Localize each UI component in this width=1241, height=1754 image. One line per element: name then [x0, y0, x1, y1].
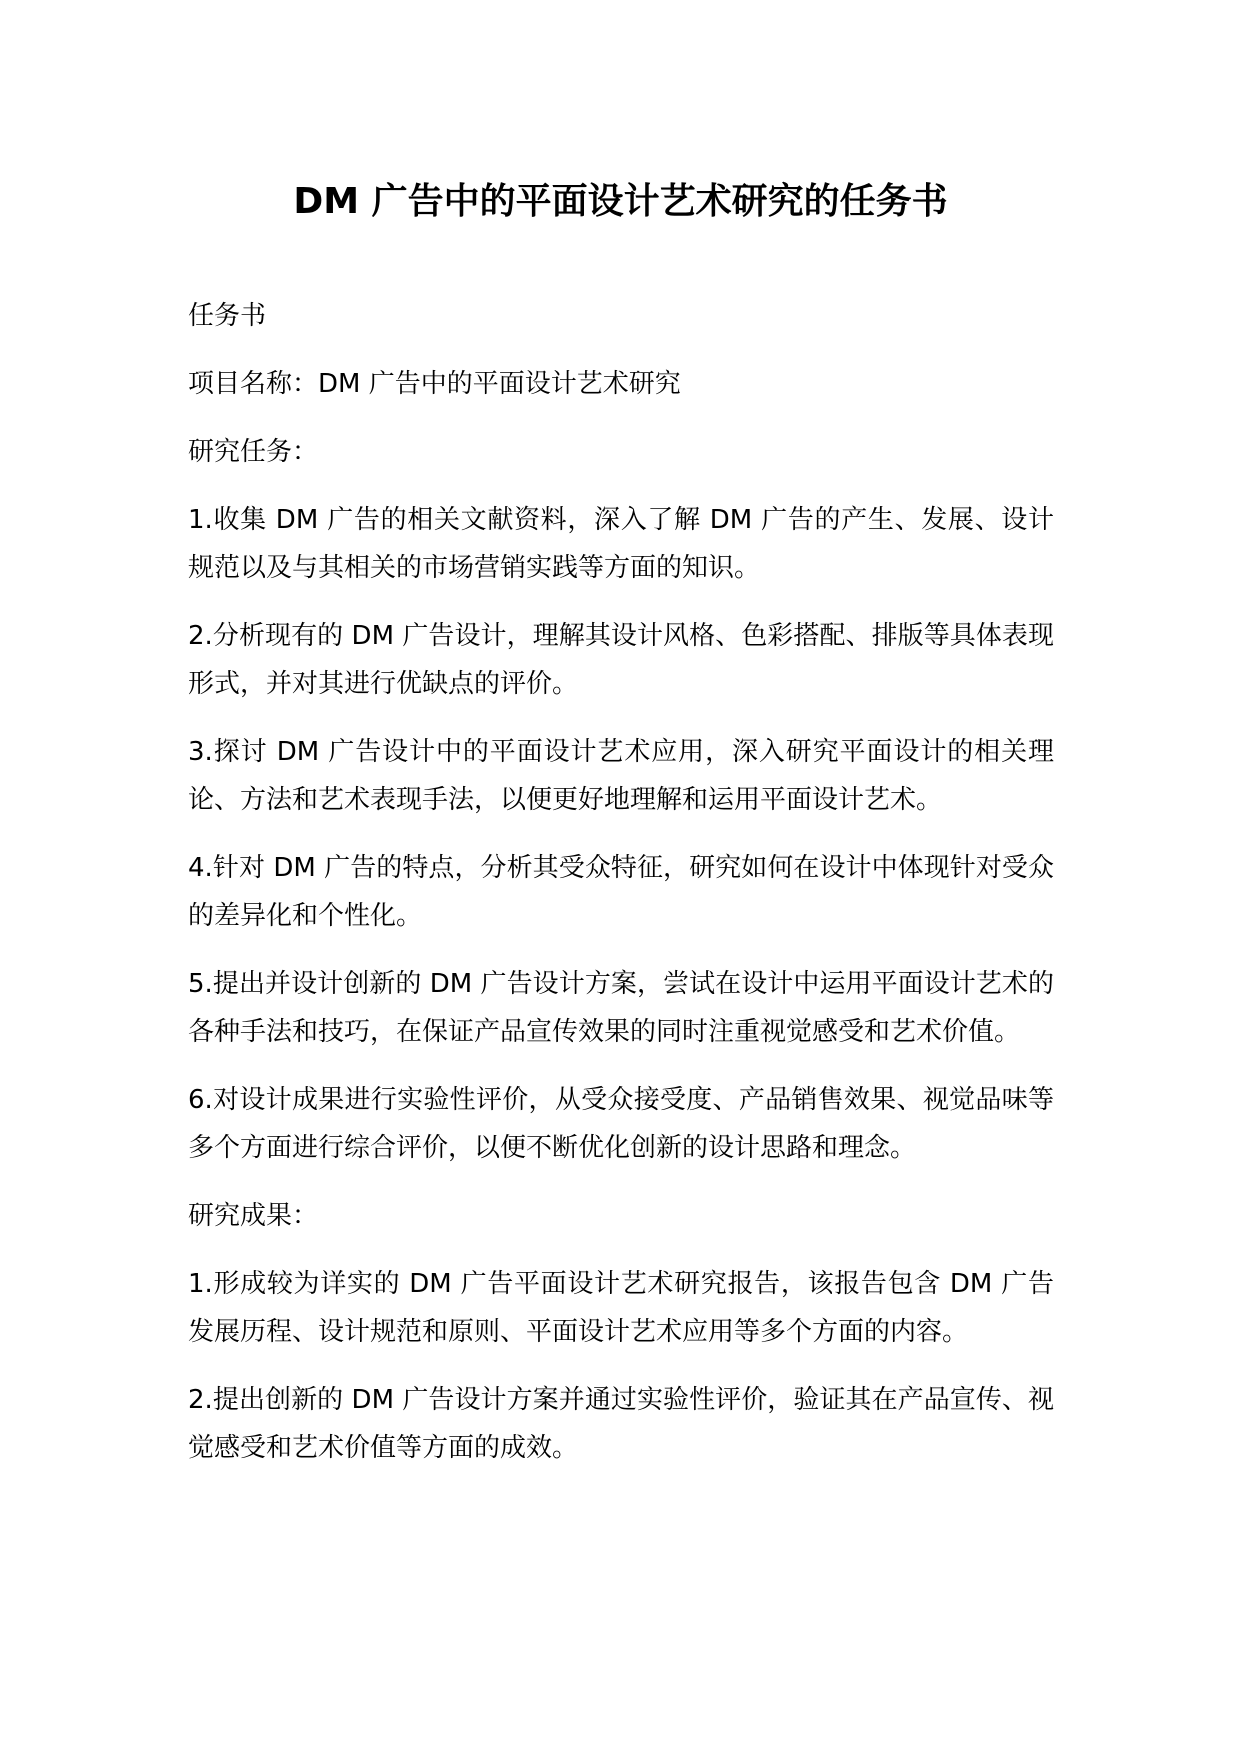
task-item-6: 6.对设计成果进行实验性评价，从受众接受度、产品销售效果、视觉品味等多个方面进行综合评价，以便不断优化创新的设计思路和理念。 [188, 1085, 1054, 1163]
task-item-4: 4.针对 DM 广告的特点，分析其受众特征，研究如何在设计中体现针对受众的差异化和个性化。 [188, 853, 1054, 931]
task-item-1: 1.收集 DM 广告的相关文献资料，深入了解 DM 广告的产生、发展、设计规范以及与其相关的市场营销实践等方面的知识。 [188, 505, 1054, 583]
task-item-2: 2.分析现有的 DM 广告设计，理解其设计风格、色彩搭配、排版等具体表现形式，并对其进行优缺点的评价。 [188, 621, 1054, 699]
document-body [188, 292, 1054, 1492]
heading-research-results: 研究成果： [188, 1201, 319, 1231]
task-item-3: 3.探讨 DM 广告设计中的平面设计艺术应用，深入研究平面设计的相关理论、方法和艺术表现手法，以便更好地理解和运用平面设计艺术。 [188, 737, 1054, 815]
heading-task-book: 任务书 [188, 301, 267, 331]
heading-research-tasks: 研究任务： [188, 437, 319, 467]
project-name: 项目名称：DM 广告中的平面设计艺术研究 [188, 369, 681, 399]
task-item-5: 5.提出并设计创新的 DM 广告设计方案，尝试在设计中运用平面设计艺术的各种手法和技巧，在保证产品宣传效果的同时注重视觉感受和艺术价值。 [188, 969, 1054, 1047]
result-item-2: 2.提出创新的 DM 广告设计方案并通过实验性评价，验证其在产品宣传、视觉感受和艺术价值等方面的成效。 [188, 1385, 1054, 1463]
document-title: DM 广告中的平面设计艺术研究的任务书 [293, 181, 948, 222]
result-item-1: 1.形成较为详实的 DM 广告平面设计艺术研究报告，该报告包含 DM 广告发展历程、设计规范和原则、平面设计艺术应用等多个方面的内容。 [188, 1269, 1054, 1347]
